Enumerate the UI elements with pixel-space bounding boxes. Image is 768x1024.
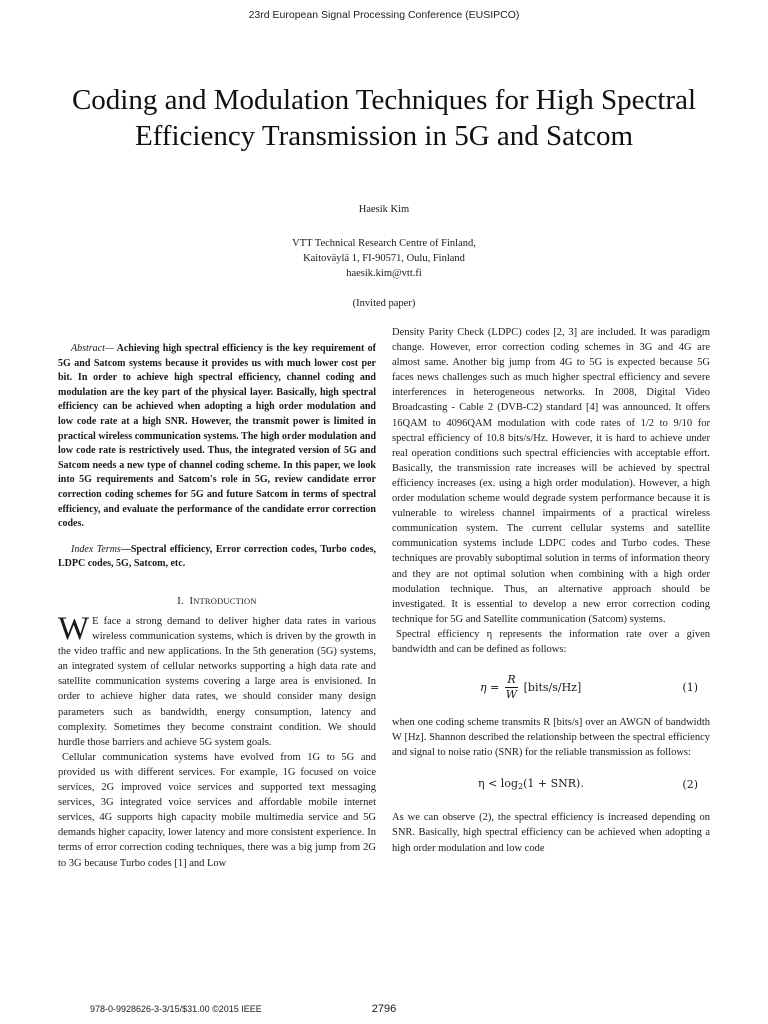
eq1-numerator: R bbox=[507, 672, 516, 686]
eq2-subscript: 2 bbox=[517, 782, 524, 792]
eq1-denominator: W bbox=[505, 687, 518, 701]
eq2-tail: (1 + SNR). bbox=[523, 777, 584, 791]
index-terms-text: —Spectral efficiency, Error correction codes, Turbo codes, LDPC codes, 5G, Satcom, etc. bbox=[58, 543, 376, 570]
paper-title: Coding and Modulation Techniques for High Spectral Efficiency Transmission in 5G and Satcom bbox=[71, 84, 697, 152]
section-number: I. bbox=[177, 595, 184, 607]
affiliation-line2: Kaitoväylä 1, FI-90571, Oulu, Finland bbox=[303, 253, 465, 264]
section-title-first: I bbox=[189, 595, 194, 607]
section-heading-introduction bbox=[58, 594, 376, 609]
eq2-text bbox=[478, 776, 584, 794]
right-paragraph-1: Density Parity Check (LDPC) codes [2, 3] are included. It was paradigm change. However, error correction coding schemes in 3G and 4G are almost same. Another big jump from 4G to 5G is expected because 5G faces news challenges such as much higher spectral efficiency and severe interferences in heterogeneous networks. In 2008, Digital Video Broadcasting - Cable 2 (DVB-C2) standard [4] was announced. It offers 16QAM to 4096QAM modulation with code rates of 1/2 to 9/10 for spectral efficiency of 10.8 bits/s/Hz. However, it is hard to achieve under real operation conditions such spectral efficiencies with acceptable effort. Basically, the transmission rate increases will be achieved by spectral efficiency increases (ex. using a high order modulation). However, a high order modulation scheme would degrade system performance because it is vulnerable to wireless channel impairments of a practical wireless communication system. The current cellular systems and satellite communication systems include LDPC codes and Turbo codes. These techniques are provably suboptimal solution in terms of information theory and they are not optimal solution when combining with a high order modulation technique. Thus, an alternative approach should be investigated. It is essential to develop a new error correction coding technique for 5G and Satellite communication (Satcom) systems. bbox=[392, 327, 710, 625]
footer-isbn: 978-0-9928626-3-3/15/$31.00 ©2015 IEEE bbox=[90, 1004, 262, 1014]
right-paragraph-2: Spectral efficiency η represents the information rate over a given bandwidth and can be defined as follows: bbox=[392, 628, 710, 655]
conference-header: 23rd European Signal Processing Conference (EUSIPCO) bbox=[248, 9, 520, 21]
index-terms bbox=[58, 543, 376, 572]
eq2-label: (2) bbox=[682, 778, 698, 792]
left-column bbox=[58, 342, 376, 871]
drop-cap: W bbox=[58, 611, 90, 647]
right-column bbox=[392, 325, 710, 856]
right-paragraph-4: As we can observe (2), the spectral efficiency is increased depending on SNR. Basically, high spectral efficiency can be achieved when adopting a high order modulation and low code bbox=[392, 812, 710, 854]
intro-p1-text: E face a strong demand to deliver higher data rates in various wireless communication systems, which is driven by the growth in the video traffic and new applications. In the 5th generation (5G) systems, an integrated system of cellular networks supporting a high data rate and satellite communication systems covering a large area is envisioned. In order to achieve higher data rates, we should consider many design parameters such as bandwidth, energy consumption, latency and complexity. Sometimes they become constraint condition. We should hurdle those barriers and achieve 5G system goals. bbox=[58, 616, 376, 748]
author-email: haesik.kim@vtt.fi bbox=[346, 268, 422, 279]
abstract-text: Achieving high spectral efficiency is the key requirement of 5G and Satcom systems because it provides us with much lower cost per bit. In order to achieve high spectral efficiency, channel coding and modulation are the key part of the physical layer. Basically, high spectral efficiency can be achieved when adopting a high order modulation and low code rate at a high SNR. However, the transmit power is limited in practical wireless communication systems. The high order modulation and low code rate is restrictively used. Thus, the integrated version of 5G and Satcom needs a new type of channel coding scheme. In this paper, we look into 5G requirements and Satcom's role in 5G, review candidate error correction coding schemes for 5G and future Satcom in terms of spectral efficiency, and evaluate the performance of the candidate error correction codes. bbox=[58, 343, 376, 530]
eq1-lhs: η = bbox=[480, 680, 500, 694]
affiliation-block bbox=[0, 236, 768, 281]
invited-note: (Invited paper) bbox=[352, 298, 416, 309]
section-title-rest: NTRODUCTION bbox=[193, 595, 257, 606]
eq1-fraction bbox=[505, 673, 517, 702]
intro-paragraph-2: Cellular communication systems have evolved from 1G to 5G and provided us with different services. For example, 1G focused on voice services, 2G improved voice services and supported text messaging services, 3G integrated voice services and affordable mobile internet services, 4G supports high capacity mobile multimedia service and 5G demands higher capacity, lower latency and more consistent experience. In terms of error correction coding techniques, there was a big jump from 2G to 3G because Turbo codes [1] and Low bbox=[58, 751, 376, 869]
page-number: 2796 bbox=[371, 1003, 397, 1015]
index-terms-lead: Index Terms bbox=[71, 543, 121, 555]
abstract bbox=[58, 342, 376, 532]
eq1-label: (1) bbox=[682, 681, 698, 695]
intro-paragraph-1 bbox=[58, 611, 376, 750]
author-name: Haesik Kim bbox=[358, 204, 410, 215]
affiliation-line1: VTT Technical Research Centre of Finland, bbox=[292, 238, 476, 249]
abstract-lead: Abstract— bbox=[71, 343, 114, 354]
equation-1 bbox=[392, 669, 710, 705]
equation-2 bbox=[392, 774, 710, 796]
eq1-units: [bits/s/Hz] bbox=[523, 680, 582, 694]
right-paragraph-3: when one coding scheme transmits R [bits/s] over an AWGN of bandwidth W [Hz]. Shannon described the relationship between the spectral efficiency and signal to noise ratio (SNR) for the reliable transmission as follows: bbox=[392, 717, 710, 759]
eq2-main: η < log bbox=[478, 777, 518, 791]
